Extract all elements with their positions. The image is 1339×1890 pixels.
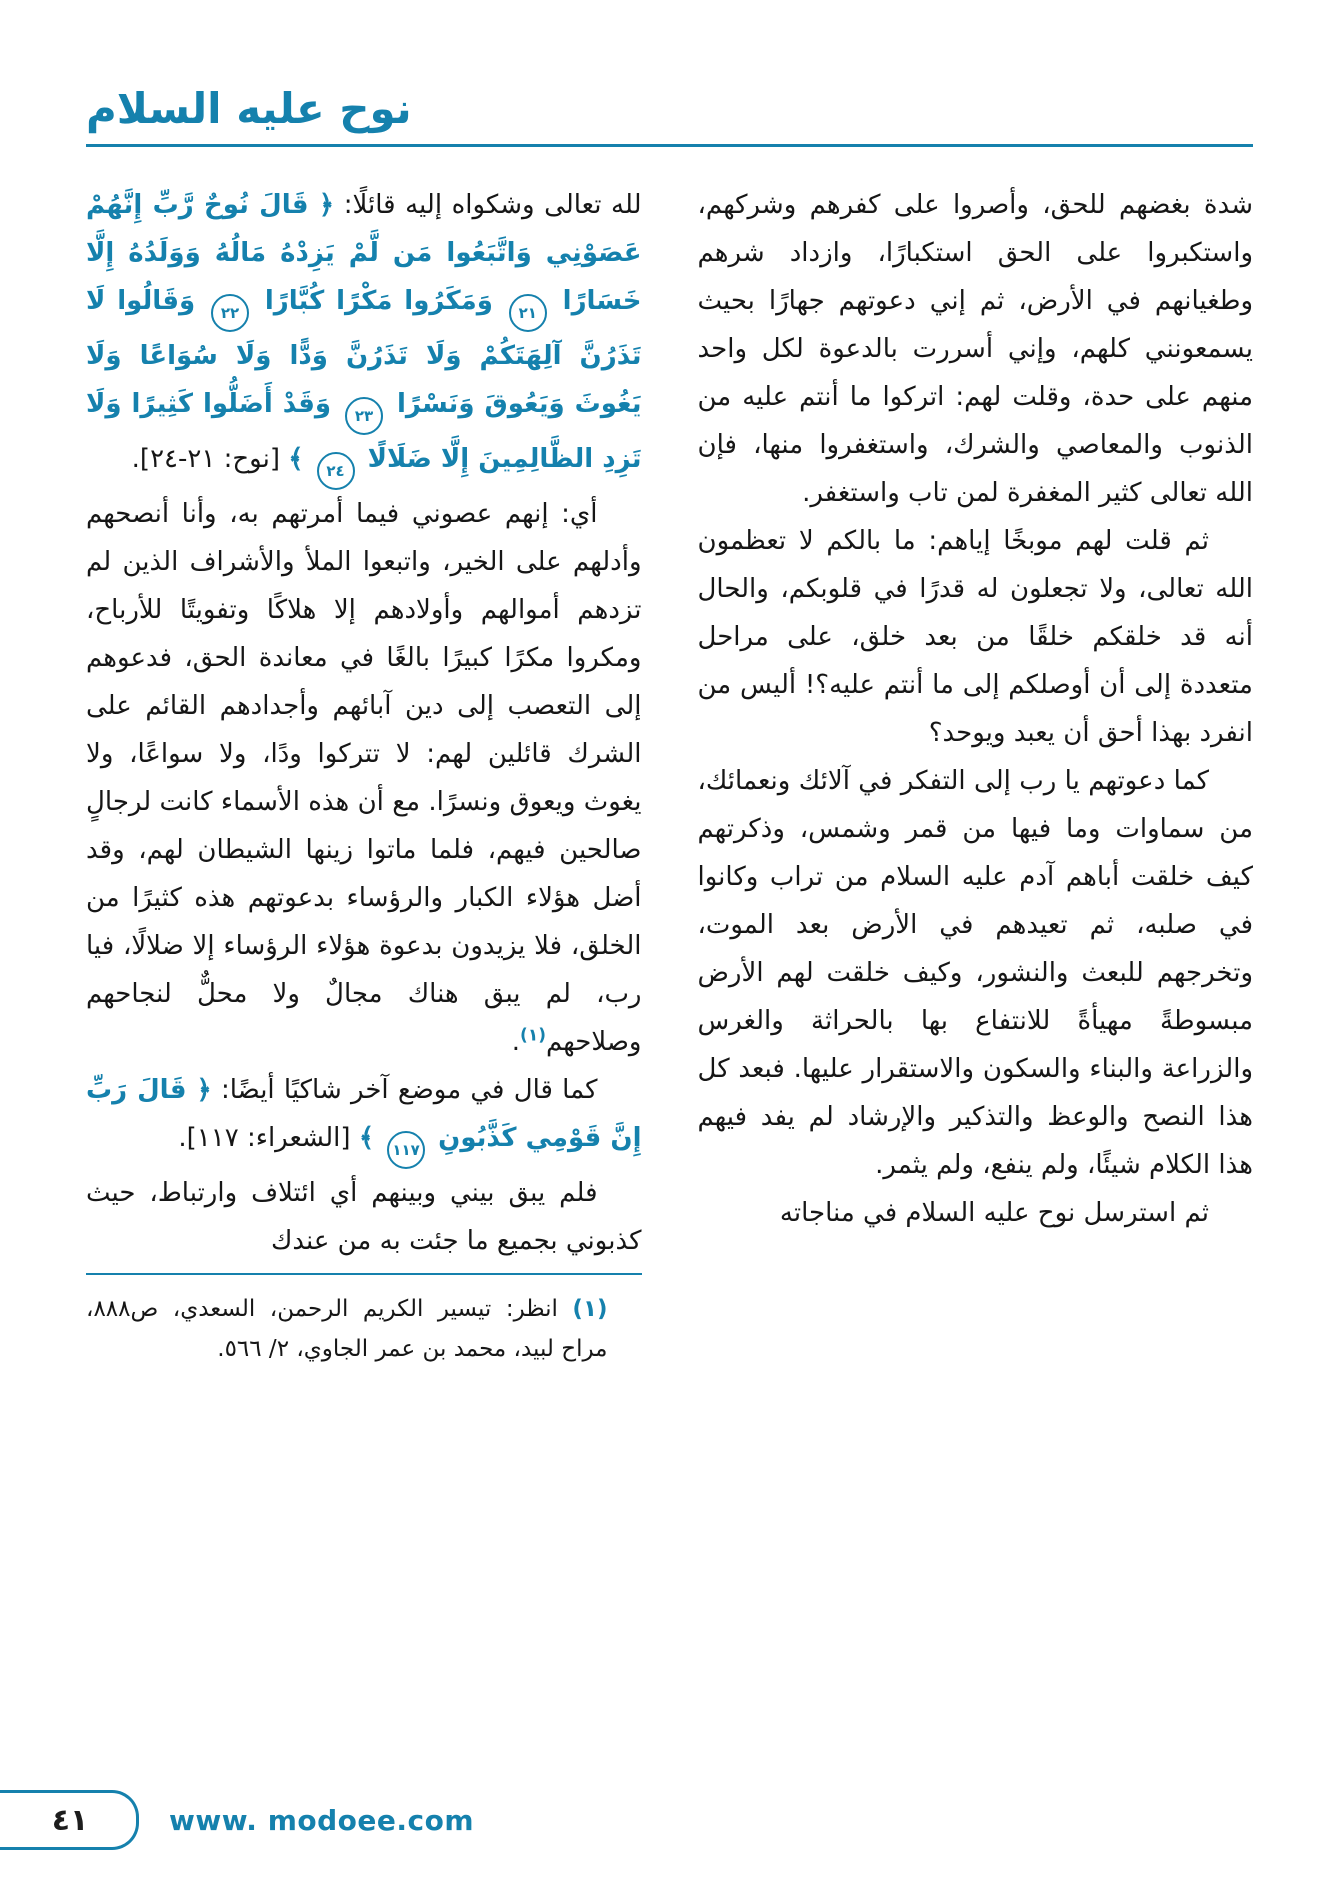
ayah-number: ٢٤ <box>317 452 355 490</box>
paragraph-with-verse <box>86 1066 642 1169</box>
two-column-body <box>86 181 1253 1369</box>
column-right <box>698 181 1254 1369</box>
verse-reference: [نوح: ٢١-٢٤]. <box>131 444 289 475</box>
quran-verse: وَقَالُوا لَا تَذَرُنَّ آلِهَتَكُمْ وَلَا تَذَرُنَّ وَدًّا وَلَا سُوَاعًا وَلَا يَغُوثَ وَيَعُوقَ وَنَسْرًا <box>86 286 642 420</box>
paragraph: ثم قلت لهم موبخًا إياهم: ما بالكم لا تعظمون الله تعالى، ولا تجعلون له قدرًا في قلوبكم، والحال أنه قد خلقكم خلقًا من بعد خلق، على مراحل متعددة إلى أن أوصلكم إلى ما أنتم عليه؟! أليس من انفرد بهذا أحق أن يعبد ويوحد؟ <box>697 526 1253 749</box>
body-text: كما قال في موضع آخر شاكيًا أيضًا: <box>211 1075 598 1106</box>
quran-closing-bracket: ﴾ <box>288 444 313 475</box>
chapter-title: نوح عليه السلام <box>86 84 412 133</box>
paragraph-with-verse <box>86 181 642 490</box>
quran-verse: وَقَدْ أَضَلُّوا كَثِيرًا وَلَا تَزِدِ الظَّالِمِينَ إِلَّا ضَلَالًا <box>86 389 642 475</box>
footnote-text: انظر: تيسير الكريم الرحمن، السعدي، ص٨٨٨، مراح لبيد، محمد بن عمر الجاوي، ٢/ ٥٦٦. <box>86 1296 608 1363</box>
footnote-divider <box>86 1273 642 1275</box>
ayah-number: ٢١ <box>509 294 547 332</box>
ayah-number: ٢٢ <box>211 294 249 332</box>
footnote-marker: (١) <box>520 1025 546 1046</box>
paragraph: كما دعوتهم يا رب إلى التفكر في آلائك ونعمائك، من سماوات وما فيها من قمر وشمس، وذكرتهم كيف خلقت أباهم آدم عليه السلام من تراب وكانوا في صلبه، ثم تعيدهم في الأرض بعد الموت، وتخرجهم للبعث والنشور، وكيف خلقت لهم الأرض مبسوطةً مهيأةً للانتفاع بها بالحراثة والغرس والزراعة والبناء والسكون والاستقرار عليها. فبعد كل هذا النصح والوعظ والتذكير والإرشاد لم يفد فيهم هذا الكلام شيئًا، ولم ينفع، ولم يثمر. <box>697 766 1253 1181</box>
body-text: لله تعالى وشكواه إليه قائلًا: <box>334 190 642 221</box>
quran-verse: وَمَكَرُوا مَكْرًا كُبَّارًا <box>253 286 505 317</box>
body-text: أي: إنهم عصوني فيما أمرتهم به، وأنا أنصحهم وأدلهم على الخير، واتبعوا الملأ والأشراف الذين لم تزدهم أموالهم وأولادهم إلا هلاكًا وتفويتًا للأرباح، ومكروا مكرًا كبيرًا بالغًا في معاندة الحق، فدعوهم إلى التعصب إلى دين آبائهم وأجدادهم القائم على الشرك قائلين لهم: لا تتركوا ودًا، ولا سواعًا، ولا يغوث ويعوق ونسرًا. مع أن هذه الأسماء كانت لرجالٍ صالحين فيهم، فلما ماتوا زينها الشيطان لهم، وقد أضل هؤلاء الكبار والرؤساء بدعوتهم هذه كثيرًا من الخلق، فلا يزيدون بدعوة هؤلاء الرؤساء إلا ضلالًا، فيا رب، لم يبق هناك مجالٌ ولا محلٌّ لنجاحهم وصلاحهم <box>86 499 642 1058</box>
footnote-number: (١) <box>572 1296 608 1323</box>
quran-verse: ﴿ قَالَ نُوحٌ رَّبِّ إِنَّهُمْ عَصَوْنِي وَاتَّبَعُوا مَن لَّمْ يَزِدْهُ مَالُهُ وَوَلَدُهُ إِلَّا خَسَارًا <box>86 190 642 317</box>
footnote <box>86 1289 642 1369</box>
website-text: www. modoee.com <box>169 1803 475 1837</box>
header-divider <box>86 144 1253 147</box>
body-text: . <box>511 1027 521 1058</box>
column-left <box>86 181 642 1369</box>
quran-verse: ﴿ قَالَ رَبِّ إِنَّ قَوْمِي كَذَّبُونِ <box>86 1075 642 1154</box>
verse-reference: [الشعراء: ١١٧]. <box>178 1123 359 1154</box>
paragraph: فلم يبق بيني وبينهم أي ائتلاف وارتباط، حيث كذبوني بجميع ما جئت به من عندك <box>86 1178 642 1257</box>
page-number: ٤١ <box>51 1802 89 1838</box>
paragraph: ثم استرسل نوح عليه السلام في مناجاته <box>779 1198 1209 1229</box>
page-header <box>86 0 1253 147</box>
page-number-badge <box>0 1790 139 1850</box>
paragraph: شدة بغضهم للحق، وأصروا على كفرهم وشركهم، واستكبروا على الحق استكبارًا، وازداد شرهم وطغيانهم في الأرض، ثم إني دعوتهم جهارًا بحيث يسمعونني كلهم، وإني أسررت بالدعوة لكل واحد منهم على حدة، وقلت لهم: اتركوا ما أنتم عليه من الذنوب والمعاصي والشرك، واستغفروا منها، فإن الله تعالى كثير المغفرة لمن تاب واستغفر. <box>697 190 1253 509</box>
ayah-number: ٢٣ <box>345 397 383 435</box>
ayah-number: ١١٧ <box>387 1131 425 1169</box>
quran-closing-bracket: ﴾ <box>358 1123 384 1154</box>
paragraph <box>86 490 642 1066</box>
page-footer <box>0 1790 474 1850</box>
